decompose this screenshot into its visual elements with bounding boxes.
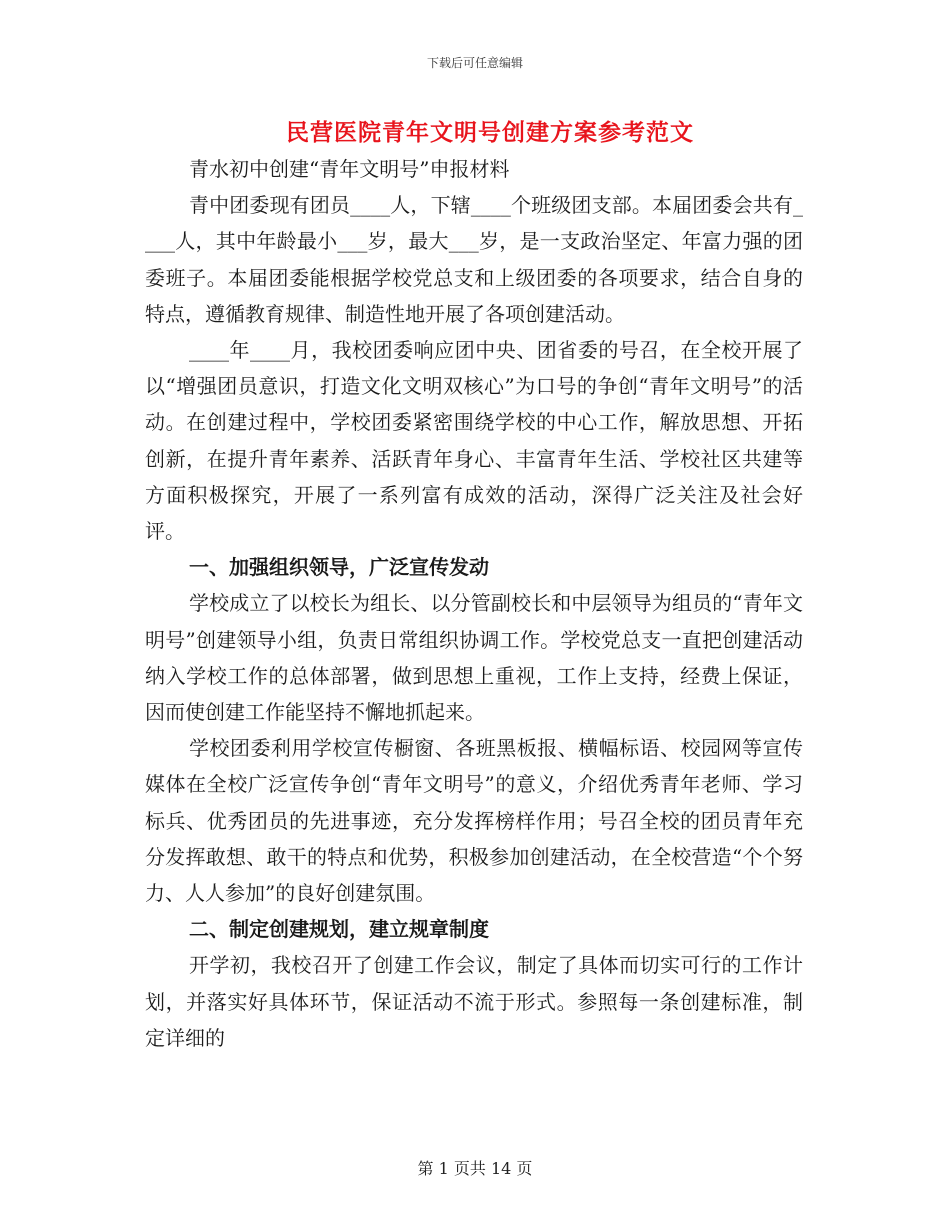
paragraph-activity: ____年____月，我校团委响应团中央、团省委的号召，在全校开展了以“增强团员意识，打造文化文明双核心”为口号的争创“青年文明号”的活动。在创建过程中，学校团委紧密围绕学校的中心工作，解放思想、开拓创新，在提升青年素养、活跃青年身心、丰富青年生活、学校社区共建等方面积极探究，开展了一系列富有成效的活动，深得广泛关注及社会好评。 [145, 338, 803, 544]
document-title: 民营医院青年文明号创建方案参考范文 [286, 119, 694, 146]
page-header-note: 下载后可任意编辑 [426, 56, 523, 70]
document-body [145, 151, 803, 1056]
paragraph-leadership: 学校成立了以校长为组长、以分管副校长和中层领导为组员的“青年文明号”创建领导小组，负责日常组织协调工作。学校党总支一直把创建活动纳入学校工作的总体部署，做到思想上重视，工作上支持，经费上保证，因而使创建工作能坚持不懈地抓起来。 [145, 591, 803, 725]
paragraph-intro: 青中团委现有团员____人，下辖____个班级团支部。本届团委会共有____人，其中年龄最小___岁，最大___岁，是一支政治坚定、年富力强的团委班子。本届团委能根据学校党总支和上级团委的各项要求，结合自身的特点，遵循教育规律、制造性地开展了各项创建活动。 [145, 193, 803, 326]
section-heading-1: 一、加强组织领导，广泛宣传发动 [189, 555, 489, 580]
page-number: 第 1 页共 14 页 [417, 1159, 533, 1178]
paragraph-publicity: 学校团委利用学校宣传橱窗、各班黑板报、横幅标语、校园网等宣传媒体在全校广泛宣传争创“青年文明号”的意义，介绍优秀青年老师、学习标兵、优秀团员的先进事迹，充分发挥榜样作用；号召全校的团员青年充分发挥敢想、敢干的特点和优势，积极参加创建活动，在全校营造“个个努力、人人参加”的良好创建氛围。 [145, 736, 803, 906]
section-heading-2: 二、制定创建规划，建立规章制度 [189, 917, 489, 942]
paragraph-subtitle: 青水初中创建“青年文明号”申报材料 [189, 157, 510, 181]
paragraph-planning: 开学初，我校召开了创建工作会议，制定了具体而切实可行的工作计划，并落实好具体环节，保证活动不流于形式。参照每一条创建标准，制定详细的 [145, 953, 803, 1050]
